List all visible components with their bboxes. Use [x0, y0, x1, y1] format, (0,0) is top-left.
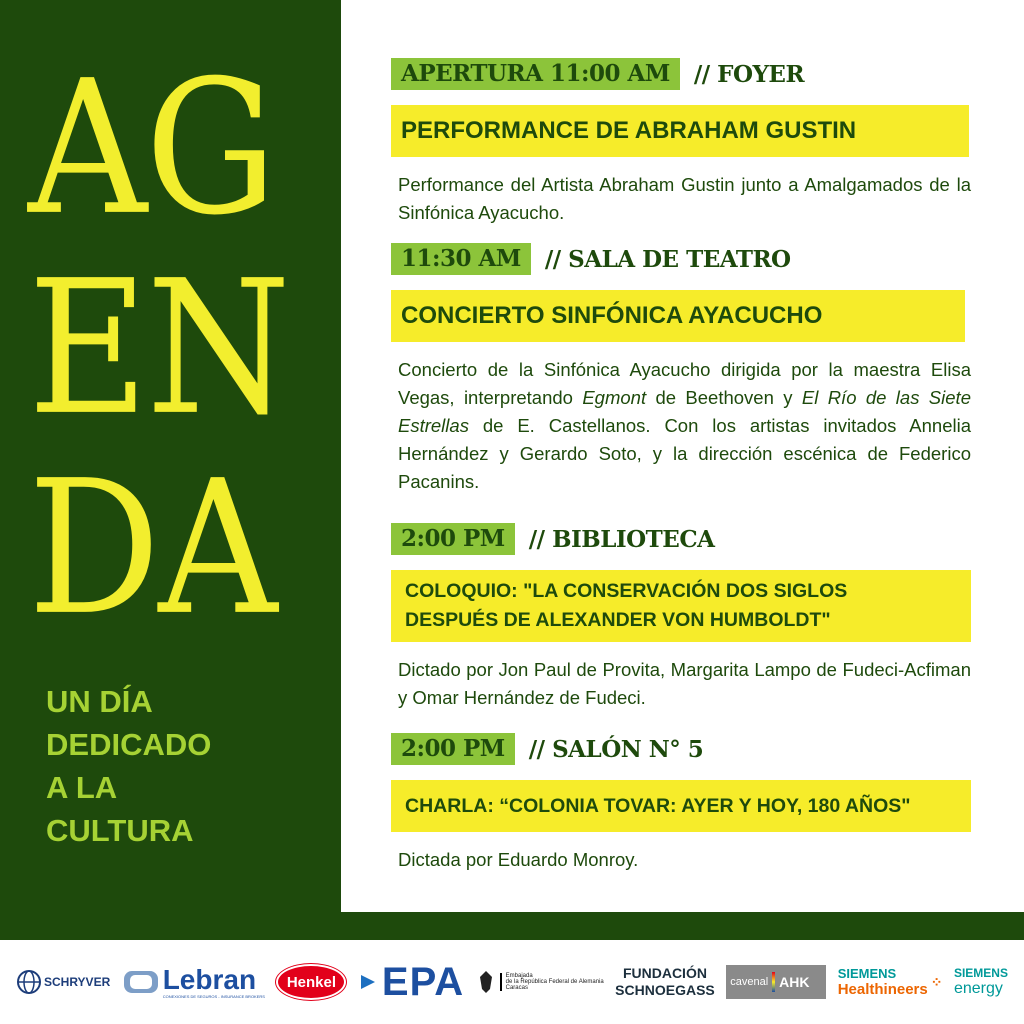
- event-time-row: [391, 55, 981, 93]
- henkel-oval: [276, 964, 346, 1000]
- dots-icon: ⁘: [930, 973, 943, 990]
- desc-text: de E. Castellanos. Con los artistas invitados Annelia Hernández y Gerardo Soto, y la dirección escénica de Federico Pacanins.: [398, 415, 971, 492]
- cavenal-name: cavenal: [730, 976, 769, 988]
- play-arrow-icon: [358, 972, 378, 992]
- time-badge: 2:00 PM: [391, 523, 515, 555]
- event-title-line-2: DESPUÉS DE ALEXANDER VON HUMBOLDT": [405, 609, 831, 631]
- agenda-title-line-1: AG: [28, 40, 275, 256]
- event-description: Dictado por Jon Paul de Provita, Margarita Lampo de Fudeci-Acfiman y Omar Hernández de Fudeci.: [398, 659, 971, 708]
- epa-logo: [358, 960, 464, 1005]
- embajada-line-2: de la República Federal de Alemania: [505, 979, 604, 985]
- event-time-row: [391, 730, 981, 768]
- event-concierto: [391, 240, 981, 496]
- energy-name: energy: [953, 980, 1003, 997]
- time-badge: APERTURA 11:00 AM: [391, 58, 680, 90]
- henkel-logo: [276, 964, 346, 1000]
- tagline-line-4: CULTURA: [46, 813, 194, 848]
- embajada-logo: [476, 969, 604, 995]
- tagline-line-2: DEDICADO: [46, 727, 212, 762]
- agenda-title-line-2: EN: [28, 240, 289, 456]
- cavenal-ahk-logo: [726, 965, 826, 999]
- energy-siemens: SIEMENS: [953, 966, 1008, 980]
- embajada-line-3: Caracas: [505, 985, 528, 991]
- event-title: PERFORMANCE DE ABRAHAM GUSTIN: [391, 105, 969, 157]
- event-description: [391, 356, 971, 496]
- work-title: Egmont: [582, 387, 647, 408]
- healthineers-name: Healthineers: [837, 981, 928, 998]
- sponsor-logos: [0, 940, 1024, 1024]
- henkel-name: Henkel: [286, 973, 337, 991]
- event-title: [391, 570, 971, 642]
- lebran-name: Lebran: [162, 963, 257, 995]
- lebran-emblem-icon: [122, 967, 160, 997]
- time-badge: 2:00 PM: [391, 733, 515, 765]
- lebran-subtitle: CONEXIONES DE SEGUROS - INSURANCE BROKERS: [162, 993, 265, 999]
- time-badge: 11:30 AM: [391, 243, 531, 275]
- lebran-logo: [122, 963, 265, 999]
- siemens-energy-logo: [954, 967, 1008, 997]
- event-description: Dictada por Eduardo Monroy.: [398, 849, 639, 870]
- healthineers-siemens: SIEMENS: [837, 966, 897, 981]
- agenda-title-line-3: DA: [28, 440, 276, 656]
- fundacion-logo: [615, 965, 715, 999]
- event-title: CHARLA: “COLONIA TOVAR: AYER Y HOY, 180 AÑOS": [391, 780, 971, 832]
- tagline-line-1: UN DÍA: [46, 684, 153, 719]
- event-title-line-1: COLOQUIO: "LA CONSERVACIÓN DOS SIGLOS: [405, 580, 848, 602]
- desc-text: Concierto de la Sinfónica Ayacucho dirigida por la maestra Elisa Vegas, interpretando: [398, 359, 971, 408]
- eagle-crest-icon: [476, 969, 496, 995]
- ahk-name: AHK: [779, 974, 810, 990]
- globe-icon: [16, 969, 42, 995]
- work-title: El Río de las Siete Estrellas: [398, 387, 971, 436]
- tagline: [46, 680, 211, 852]
- event-performance: [391, 55, 981, 227]
- event-coloquio: [391, 520, 981, 712]
- event-location: // SALA DE TEATRO: [544, 245, 791, 273]
- embajada-line-1: Embajada: [505, 973, 533, 979]
- event-time-row: [391, 520, 981, 558]
- fundacion-line-1: FUNDACIÓN: [622, 965, 707, 981]
- fundacion-line-2: SCHNOEGASS: [615, 982, 715, 998]
- event-description: Performance del Artista Abraham Gustin junto a Amalgamados de la Sinfónica Ayacucho.: [398, 174, 971, 223]
- agenda-title: [28, 36, 318, 656]
- event-charla: [391, 730, 981, 874]
- flag-stripe-icon: [772, 972, 775, 992]
- event-location: // FOYER: [693, 60, 805, 88]
- event-title: CONCIERTO SINFÓNICA AYACUCHO: [391, 290, 965, 342]
- event-location: // BIBLIOTECA: [528, 525, 715, 553]
- tagline-line-3: A LA: [46, 770, 118, 805]
- desc-text: de Beethoven y: [646, 387, 802, 408]
- siemens-healthineers-logo: [838, 966, 943, 998]
- schryver-logo: [16, 969, 110, 995]
- schryver-name: SCHRYVER: [44, 975, 111, 989]
- event-location: // SALÓN N° 5: [528, 735, 704, 763]
- event-time-row: [391, 240, 981, 278]
- epa-name: EPA: [381, 959, 465, 1004]
